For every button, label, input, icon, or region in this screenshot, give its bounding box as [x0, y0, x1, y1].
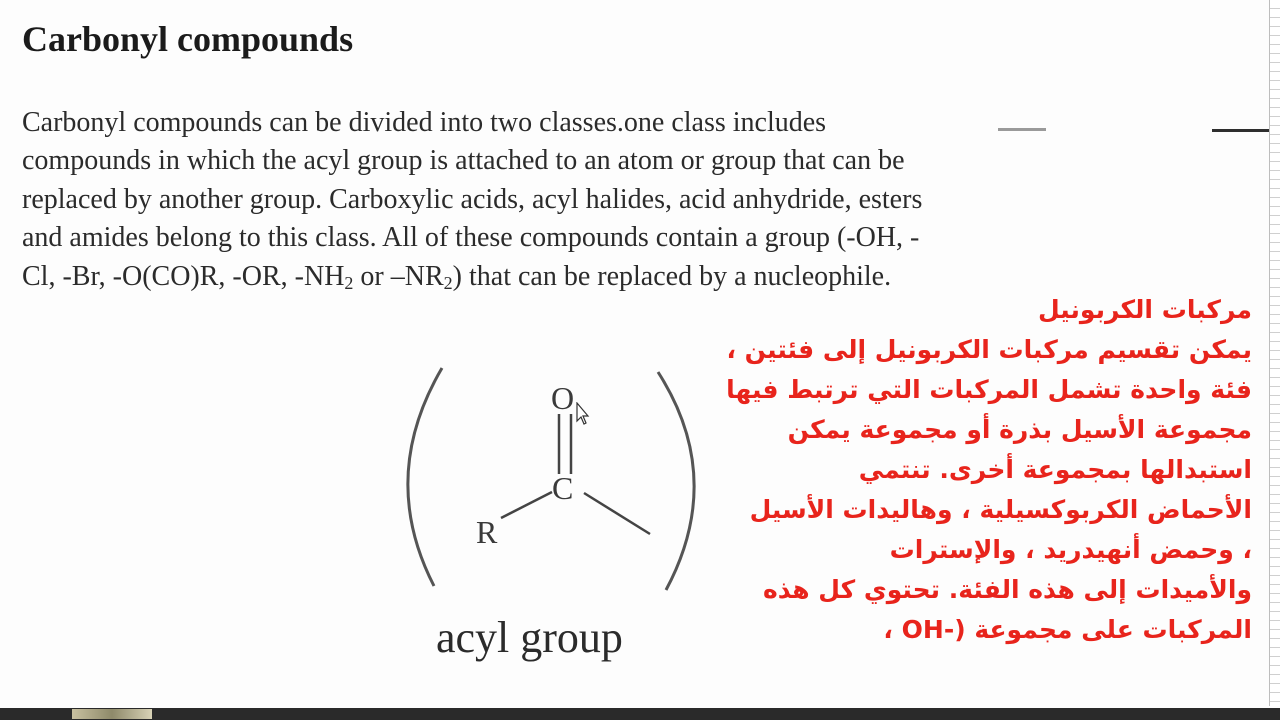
figure-caption: acyl group	[436, 613, 623, 662]
translation-title: مركبات الكربونيل	[1037, 295, 1252, 324]
paragraph-text: or –NR	[353, 260, 444, 292]
subscript: 2	[344, 272, 354, 293]
margin-mark	[1212, 129, 1274, 132]
translation-line: يمكن تقسيم مركبات الكربونيل إلى فئتين ،	[726, 335, 1252, 364]
paragraph-line: compounds in which the acyl group is attached to an atom or group that can be	[22, 145, 905, 177]
left-bracket	[408, 368, 442, 586]
thumbnail-icon	[72, 709, 152, 719]
page-title: Carbonyl compounds	[22, 19, 354, 59]
translation-line: فئة واحدة تشمل المركبات التي ترتبط فيها	[726, 375, 1252, 404]
atom-carbon: C	[552, 470, 574, 506]
translation-line: ، وحمض أنهيدريد ، والإسترات	[889, 535, 1252, 564]
taskbar-strip	[0, 708, 1280, 720]
paragraph-line: Carbonyl compounds can be divided into two classes.one class includes	[22, 107, 827, 138]
translation-line: الأحماض الكربوكسيلية ، وهاليدات الأسيل	[749, 495, 1252, 524]
paragraph-line: replaced by another group. Carboxylic acids, acyl halides, acid anhydride, esters	[22, 183, 923, 215]
bond-c-r	[501, 492, 552, 518]
margin-mark	[998, 128, 1046, 131]
subscript: 2	[443, 272, 453, 293]
paragraph-text: ) that can be replaced by a nucleophile.	[452, 260, 892, 292]
arabic-translation	[692, 290, 1252, 650]
paragraph-text: Cl, -Br, -O(CO)R, -OR, -NH	[22, 260, 345, 292]
translation-line: والأميدات إلى هذه الفئة. تحتوي كل هذه	[763, 575, 1252, 604]
document-paragraph	[22, 104, 1102, 296]
right-bracket	[658, 372, 694, 590]
paragraph-line: and amides belong to this class. All of these compounds contain a group (-OH, -	[22, 222, 920, 254]
translation-line: مجموعة الأسيل بذرة أو مجموعة يمكن	[787, 415, 1252, 444]
scrollbar[interactable]	[1269, 0, 1280, 706]
translation-line: المركبات على مجموعة (-OH ،	[883, 615, 1252, 644]
atom-r-group: R	[476, 514, 498, 550]
bond-c-open	[584, 493, 650, 534]
atom-oxygen: O	[551, 380, 575, 416]
translation-line: استبدالها بمجموعة أخرى. تنتمي	[858, 455, 1252, 484]
mouse-pointer-icon	[576, 402, 590, 426]
